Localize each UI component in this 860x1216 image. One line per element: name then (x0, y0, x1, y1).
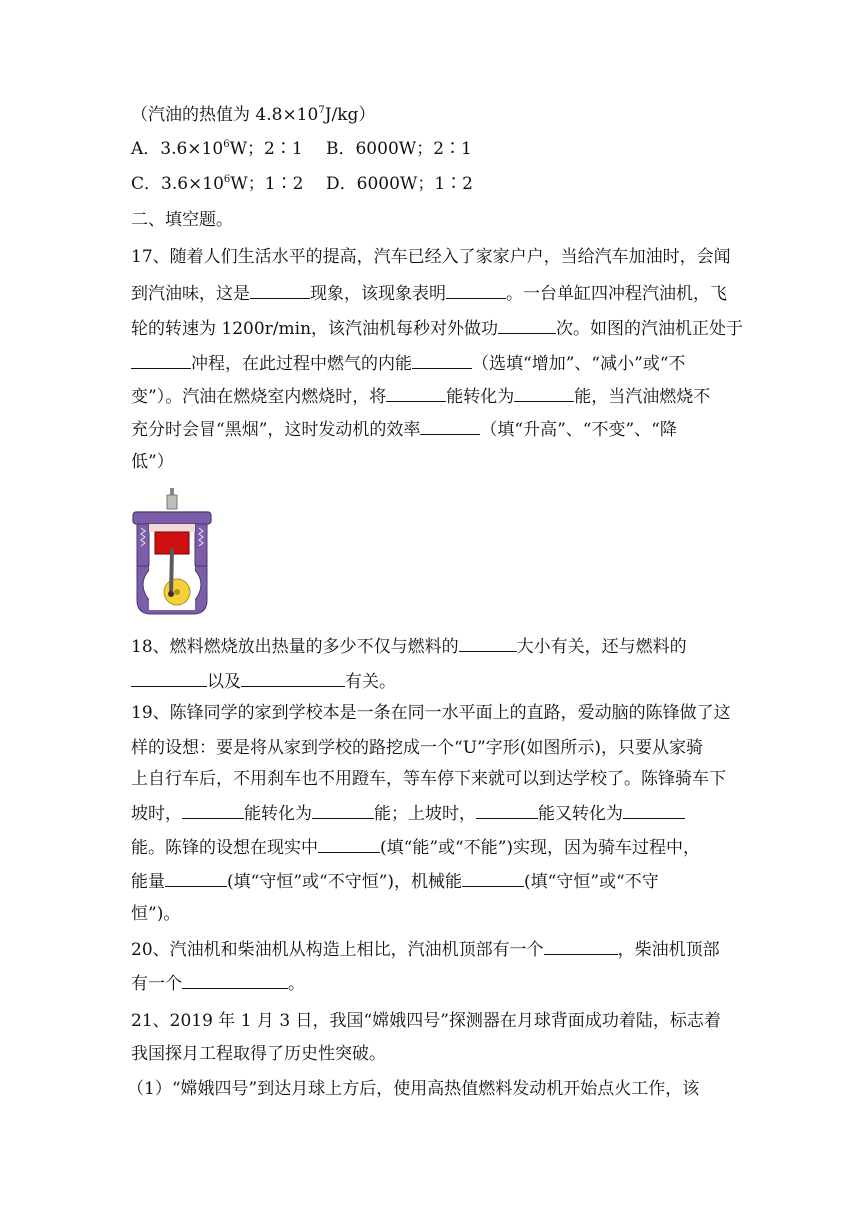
option-d: D．6000W；1∶2 (326, 174, 473, 194)
q19-line-4: 坡时， 能转化为 能；上坡时， 能又转化为 (131, 801, 685, 825)
answer-blank[interactable] (476, 801, 538, 819)
answer-blank[interactable] (412, 351, 472, 369)
q20-line-1: 20、汽油机和柴油机从构造上相比，汽油机顶部有一个 ，柴油机顶部 (131, 937, 720, 961)
q19-line-2: 样的设想：要是将从家到学校的路挖成一个“U”字形(如图所示)，只要从家骑 (131, 738, 703, 758)
q21-line-2: 我国探月工程取得了历史性突破。 (131, 1044, 386, 1064)
answer-blank[interactable] (165, 869, 227, 887)
answer-blank[interactable] (386, 384, 446, 402)
option-b: B．6000W；2∶1 (326, 139, 472, 159)
answer-blank[interactable] (514, 384, 574, 402)
answer-blank[interactable] (420, 417, 480, 435)
answer-blank[interactable] (131, 351, 191, 369)
cylinder-wall-left (137, 524, 149, 568)
cylinder-wall-right (195, 524, 207, 568)
answer-blank[interactable] (498, 316, 556, 334)
spark-plug-tip-icon (170, 488, 174, 495)
answer-blank[interactable] (459, 634, 517, 652)
q17-line-2: 到汽油味，这是 现象，该现象表明 。一台单缸四冲程汽油机，飞 (131, 281, 727, 305)
four-stroke-engine-diagram (131, 488, 213, 616)
spark-plug-icon (167, 495, 177, 509)
option-row-ab (131, 138, 472, 160)
q17-line-3: 轮的转速为 1200r/min，该汽油机每秒对外做功 次。如图的汽油机正处于 (131, 316, 743, 340)
answer-blank[interactable] (462, 869, 524, 887)
q20-line-2: 有一个 。 (131, 971, 305, 995)
answer-blank[interactable] (623, 801, 685, 819)
option-row-cd (131, 173, 473, 195)
q17-line-6: 充分时会冒“黑烟”，这时发动机的效率 （填“升高”、“不变”、“降 (131, 417, 677, 441)
q19-line-3: 上自行车后，不用刹车也不用蹬车，等车停下来就可以到达学校了。陈锋骑车下 (131, 769, 726, 789)
q17-line-5: 变”）。汽油在燃烧室内燃烧时，将 能转化为 能，当汽油燃烧不 (131, 384, 710, 408)
section-heading-fill-in: 二、填空题。 (131, 210, 233, 230)
answer-blank[interactable] (312, 801, 374, 819)
cylinder-head (133, 512, 211, 524)
q21-line-3: （1）“嫦娥四号”到达月球上方后，使用高热值燃料发动机开始点火工作，该 (127, 1079, 700, 1099)
answer-blank[interactable] (131, 669, 207, 687)
q19-line-5: 能。陈锋的设想在现实中 (填“能”或“不能”)实现，因为骑车过程中， (131, 835, 700, 859)
answer-blank[interactable] (182, 801, 244, 819)
answer-blank[interactable] (182, 971, 288, 989)
q17-line-4: 冲程，在此过程中燃气的内能 （选填“增加”、“减小”或“不 (131, 351, 685, 375)
heat-value-note: （汽油的热值为 $4.8\times 10^7J/kg$） (131, 105, 376, 125)
option-a: A．$3.6\times 10^6W$；2∶1 (131, 139, 303, 159)
q19-line-7: 恒”)。 (131, 904, 181, 924)
q17-line-7: 低”） (131, 452, 174, 472)
answer-blank[interactable] (446, 281, 506, 299)
connecting-rod-icon (171, 550, 172, 594)
option-c: C．$3.6\times 10^6W$；1∶2 (131, 174, 304, 194)
answer-blank[interactable] (544, 937, 618, 955)
q19-line-6: 能量 (填“守恒”或“不守恒”)，机械能 (填“守恒”或“不守 (131, 869, 659, 893)
q21-line-1: 21、2019 年 1 月 3 日，我国“嫦娥四号”探测器在月球背面成功着陆，标志着 (131, 1011, 721, 1031)
q19-line-1: 19、陈锋同学的家到学校本是一条在同一水平面上的直路，爱动脑的陈锋做了这 (131, 703, 731, 723)
answer-blank[interactable] (250, 281, 310, 299)
answer-blank[interactable] (318, 835, 380, 853)
combustion-chamber (149, 524, 195, 532)
q18-line-2: 以及 有关。 (131, 669, 396, 693)
answer-blank[interactable] (241, 669, 345, 687)
q18-line-1: 18、燃料燃烧放出热量的多少不仅与燃料的 大小有关，还与燃料的 (131, 634, 687, 658)
q17-line-1: 17、随着人们生活水平的提高，汽车已经入了家家户户，当给汽车加油时，会闻 (131, 247, 731, 267)
